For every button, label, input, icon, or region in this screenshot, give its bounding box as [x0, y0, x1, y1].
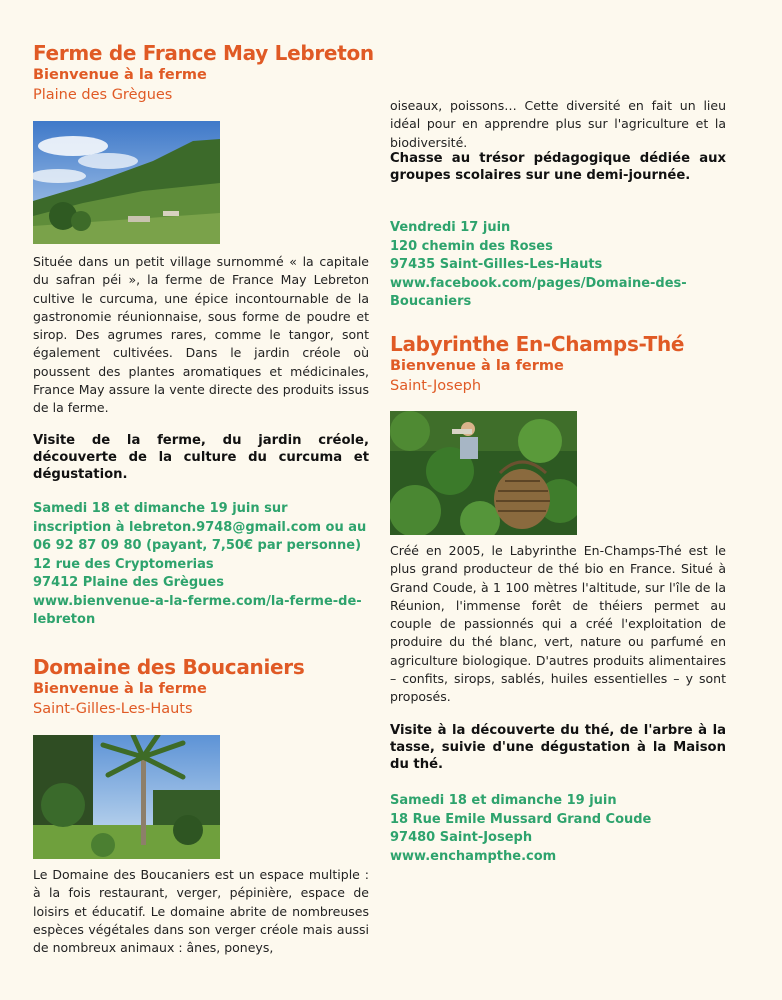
farm-2-street: 120 chemin des Roses	[390, 238, 553, 254]
farm-1-dates: Samedi 18 et dimanche 19 juin sur inscription à lebreton.9748@gmail.com ou au 06 92 87 09 80 (payant, 7,50€ par personne)	[33, 501, 367, 553]
farm-1-info	[33, 500, 369, 630]
farm-2-city: 97435 Saint-Gilles-Les-Hauts	[390, 257, 603, 272]
farm-1-place: Plaine des Grègues	[33, 87, 173, 103]
farm-2-subtitle: Bienvenue à la ferme	[33, 681, 207, 697]
mountain-valley-farm-photo	[33, 121, 220, 244]
farm-1-title: Ferme de France May Lebreton	[33, 41, 374, 65]
farm-2-title: Domaine des Boucaniers	[33, 655, 305, 679]
farm-3-title: Labyrinthe En-Champs-Thé	[390, 332, 685, 356]
farm-1-header	[33, 41, 378, 105]
farm-3-city: 97480 Saint-Joseph	[390, 830, 533, 845]
farm-1-street: 12 rue des Cryptomerias	[33, 556, 214, 572]
farm-3-dates: Samedi 18 et dimanche 19 juin	[390, 793, 617, 808]
farm-3-highlight: Visite à la découverte du thé, de l'arbre à la tasse, suivie d'une dégustation à la Maison du thé.	[390, 723, 726, 772]
farm-2-place: Saint-Gilles-Les-Hauts	[33, 701, 193, 717]
farm-1-city: 97412 Plaine des Grègues	[33, 575, 224, 590]
palm-tree-garden-photo	[33, 735, 220, 859]
farm-1-highlight: Visite de la ferme, du jardin créole, découverte de la culture du curcuma et dégustation.	[33, 433, 369, 482]
farm-1-website-link[interactable]: www.bienvenue-a-la-ferme.com/la-ferme-de-lebreton	[33, 593, 362, 627]
tea-harvest-photo	[390, 411, 577, 535]
farm-2-dates: Vendredi 17 juin	[390, 220, 511, 235]
farm-2-website-link[interactable]: www.facebook.com/pages/Domaine-des-Boucaniers	[390, 275, 687, 309]
farm-2-info	[390, 219, 726, 312]
farm-2-description-part-1: Le Domaine des Boucaniers est un espace multiple : à la fois restaurant, verger, pépinière, espace de loisirs et éducatif. Le domaine abrite de nombreuses espèces végétales dans son verger créole mais aussi de nombreux animaux : ânes, poneys,	[33, 867, 369, 956]
farm-3-website-link[interactable]: www.enchampthe.com	[390, 848, 557, 864]
farm-3-header	[390, 332, 735, 396]
farm-1-subtitle: Bienvenue à la ferme	[33, 67, 207, 83]
farm-2-highlight: Chasse au trésor pédagogique dédiée aux groupes scolaires sur une demi-journée.	[390, 151, 726, 183]
farm-1-description: Située dans un petit village surnommé « la capitale du safran péi », la ferme de France May Lebreton cultive le curcuma, une épice incontournable de la gastronomie réunionnaise, sous forme de poudre et sirop. Des agrumes rares, comme le tangor, sont également cultivées. Dans le jardin créole où poussent des plantes aromatiques et médicinales, France May assure la vente directe des produits issus de la ferme.	[33, 254, 369, 416]
farm-2-description-part-2: oiseaux, poissons… Cette diversité en fait un lieu idéal pour en apprendre plus sur l'agriculture et la biodiversité.	[390, 98, 726, 150]
farm-2-header	[33, 655, 378, 719]
farm-3-description: Créé en 2005, le Labyrinthe En-Champs-Thé est le plus grand producteur de thé bio en France. Situé à Grand Coude, à 1 100 mètres l'altitude, sur l'île de la Réunion, l'immense forêt de théiers permet au couple de passionnés qui a créé l'exploitation de produire du thé blanc, vert, nature ou parfumé en agriculture biologique. D'autres produits alimentaires – confits, sirops, sablés, huiles essentielles – y sont proposés.	[390, 543, 726, 705]
farm-3-place: Saint-Joseph	[390, 378, 482, 394]
farm-3-subtitle: Bienvenue à la ferme	[390, 358, 564, 374]
farm-3-street: 18 Rue Emile Mussard Grand Coude	[390, 811, 652, 827]
farm-3-info	[390, 792, 726, 866]
